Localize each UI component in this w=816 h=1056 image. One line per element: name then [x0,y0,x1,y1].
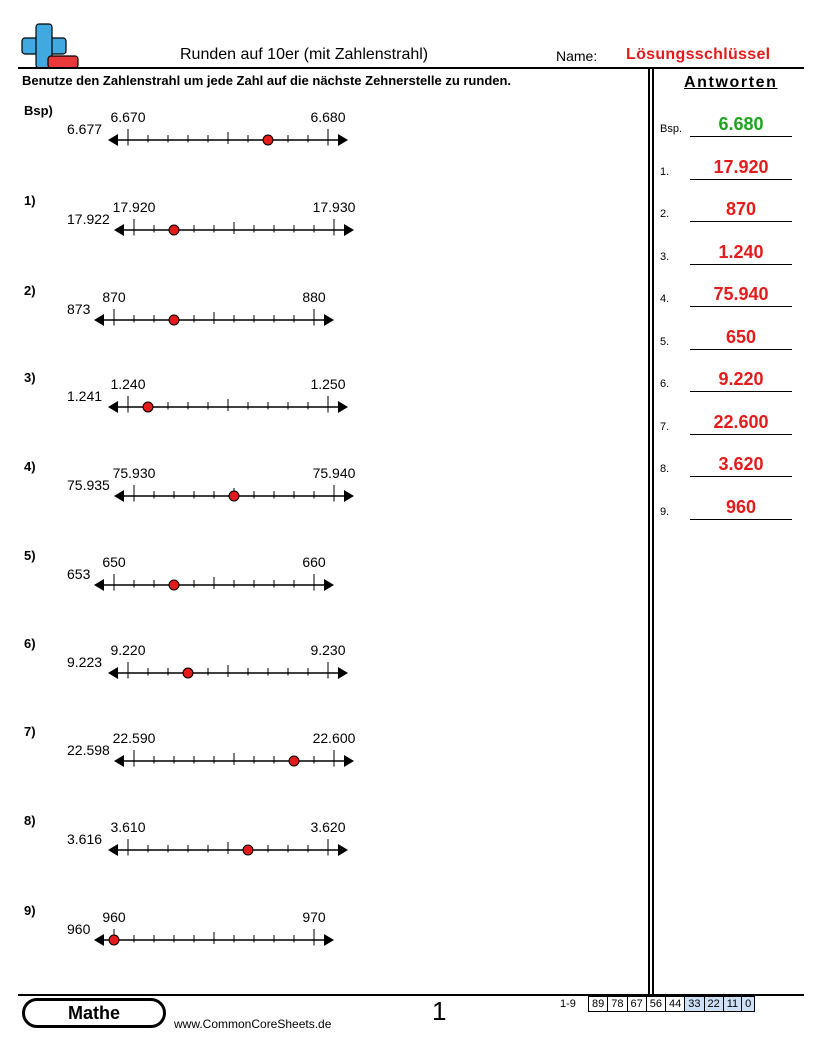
high-label: 970 [302,909,326,925]
problem-number: 6) [24,636,36,651]
answer-value: 1.240 [718,241,764,262]
answer-value: 75.940 [713,284,769,304]
high-label: 6.680 [310,109,346,125]
right-arrow-icon [344,224,354,236]
answer-row [660,368,792,392]
right-arrow-icon [338,844,348,856]
left-arrow-icon [108,844,118,856]
high-label: 1.250 [310,376,346,392]
high-label: 75.940 [312,465,356,481]
value-dot [169,315,179,325]
low-label: 960 [102,909,126,925]
low-label: 22.590 [112,730,156,746]
high-label: 9.230 [310,642,346,658]
problem-number: 8) [24,813,36,828]
left-arrow-icon [108,134,118,146]
score-cell: 0 [742,997,755,1012]
answer-row [660,283,792,307]
score-cell: 56 [646,997,665,1012]
number-line [20,813,380,873]
left-arrow-icon [114,224,124,236]
low-label: 9.220 [110,642,146,658]
left-arrow-icon [114,490,124,502]
plus-minus-logo-icon [18,22,80,70]
problem-item [20,636,380,706]
answer-row [660,156,792,180]
low-label: 650 [102,554,126,570]
low-label: 870 [102,289,126,305]
problem-number: 2) [24,283,36,298]
column-divider-left [648,68,650,996]
answer-value: 22.600 [713,411,769,432]
problem-value: 75.935 [67,477,110,493]
score-cell: 78 [608,997,627,1012]
right-arrow-icon [338,134,348,146]
high-label: 660 [302,554,326,570]
number-line [20,636,380,696]
right-arrow-icon [344,755,354,767]
score-cell: 67 [627,997,646,1012]
value-dot [183,668,193,678]
answer-label: 8. [660,463,670,475]
right-arrow-icon [324,579,334,591]
number-line [20,724,380,784]
name-label: Name: [556,48,598,64]
answer-label: Bsp. [660,123,683,135]
answer-row [660,326,792,350]
answer-line [690,519,792,520]
problem-number: 4) [24,459,36,474]
number-line [20,548,380,608]
answer-line [690,306,792,307]
answer-line [690,221,792,222]
high-label: 3.620 [310,819,346,835]
number-line [20,370,380,430]
value-dot [263,135,273,145]
problem-item [20,370,380,440]
problem-item [20,548,380,618]
answer-line [690,264,792,265]
problem-item [20,459,380,529]
answer-value: 870 [725,199,757,219]
answer-line [690,391,792,392]
answer-line [690,179,792,180]
answer-label: 9. [660,505,670,518]
problem-number: 7) [24,724,36,739]
instructions: Benutze den Zahlenstrahl um jede Zahl auf die nächste Zehnerstelle zu runden. [22,73,512,88]
left-arrow-icon [94,934,104,946]
right-arrow-icon [344,490,354,502]
footer-url: www.CommonCoreSheets.de [174,1017,332,1031]
name-value: Lösungsschlüssel [626,46,771,63]
problem-item [20,813,380,883]
high-label: 22.600 [312,730,356,746]
answer-line [690,476,792,477]
low-label: 1.240 [110,376,146,392]
problem-number: 3) [24,370,36,385]
brand-badge: Mathe [22,998,166,1028]
answer-value: 6.680 [718,114,764,134]
score-cell: 89 [589,997,608,1012]
right-arrow-icon [324,934,334,946]
problem-value: 6.677 [67,121,103,137]
column-divider-right [652,68,654,996]
value-dot [169,225,179,235]
answers-title: Antworten [684,74,778,91]
number-line [20,283,380,343]
answer-label: 7. [660,420,670,433]
answer-value: 3.620 [718,454,764,474]
right-arrow-icon [338,401,348,413]
answer-value: 17.920 [713,156,769,177]
problem-value: 3.616 [67,831,103,847]
value-dot [243,845,253,855]
problem-value: 17.922 [67,211,110,227]
answer-line [690,136,792,137]
problem-number: 5) [24,548,36,563]
answer-label: 3. [660,250,670,263]
value-dot [109,935,119,945]
low-label: 3.610 [110,819,146,835]
answer-label: 1. [660,165,670,178]
answer-line [690,434,792,435]
low-label: 75.930 [112,465,156,481]
right-arrow-icon [324,314,334,326]
answer-label: 6. [660,378,670,390]
answer-line [690,349,792,350]
answer-row [660,496,792,520]
problem-value: 653 [67,566,91,582]
left-arrow-icon [94,579,104,591]
low-label: 17.920 [112,199,156,215]
problem-value: 9.223 [67,654,103,670]
problem-value: 960 [67,921,91,937]
value-dot [289,756,299,766]
number-line [20,903,380,963]
left-arrow-icon [114,755,124,767]
score-cell: 33 [685,997,704,1012]
value-dot [169,580,179,590]
problem-value: 1.241 [67,388,103,404]
value-dot [143,402,153,412]
high-label: 880 [302,289,326,305]
answer-row [660,453,792,477]
left-arrow-icon [108,667,118,679]
answer-row [660,241,792,265]
number-line [20,103,380,163]
right-arrow-icon [338,667,348,679]
score-cell: 22 [704,997,723,1012]
problem-number: 9) [24,903,36,918]
number-line [20,459,380,519]
problem-item [20,193,380,263]
problem-value: 22.598 [67,742,110,758]
left-arrow-icon [108,401,118,413]
score-cell: 44 [666,997,685,1012]
score-table [588,996,755,1012]
answer-label: 5. [660,335,670,348]
answer-value: 9.220 [718,369,764,389]
answer-row [660,411,792,435]
problem-number: 1) [24,193,36,208]
problem-item [20,283,380,353]
answer-row [660,113,792,137]
problem-value: 873 [67,301,91,317]
problem-item [20,103,380,173]
score-label: 1-9 [560,998,576,1010]
answer-value: 650 [725,326,757,347]
left-arrow-icon [94,314,104,326]
score-cell: 11 [723,997,741,1012]
number-line [20,193,380,253]
problem-item [20,903,380,973]
answer-label: 2. [660,208,670,220]
high-label: 17.930 [312,199,356,215]
page-number: 1 [432,996,447,1026]
problem-item [20,724,380,794]
low-label: 6.670 [110,109,146,125]
answer-label: 4. [660,293,670,305]
page-title: Runden auf 10er (mit Zahlenstrahl) [180,46,429,63]
answer-value: 960 [725,496,757,517]
value-dot [229,491,239,501]
header-divider [18,67,804,69]
problem-number: Bsp) [24,103,53,118]
answer-row [660,198,792,222]
